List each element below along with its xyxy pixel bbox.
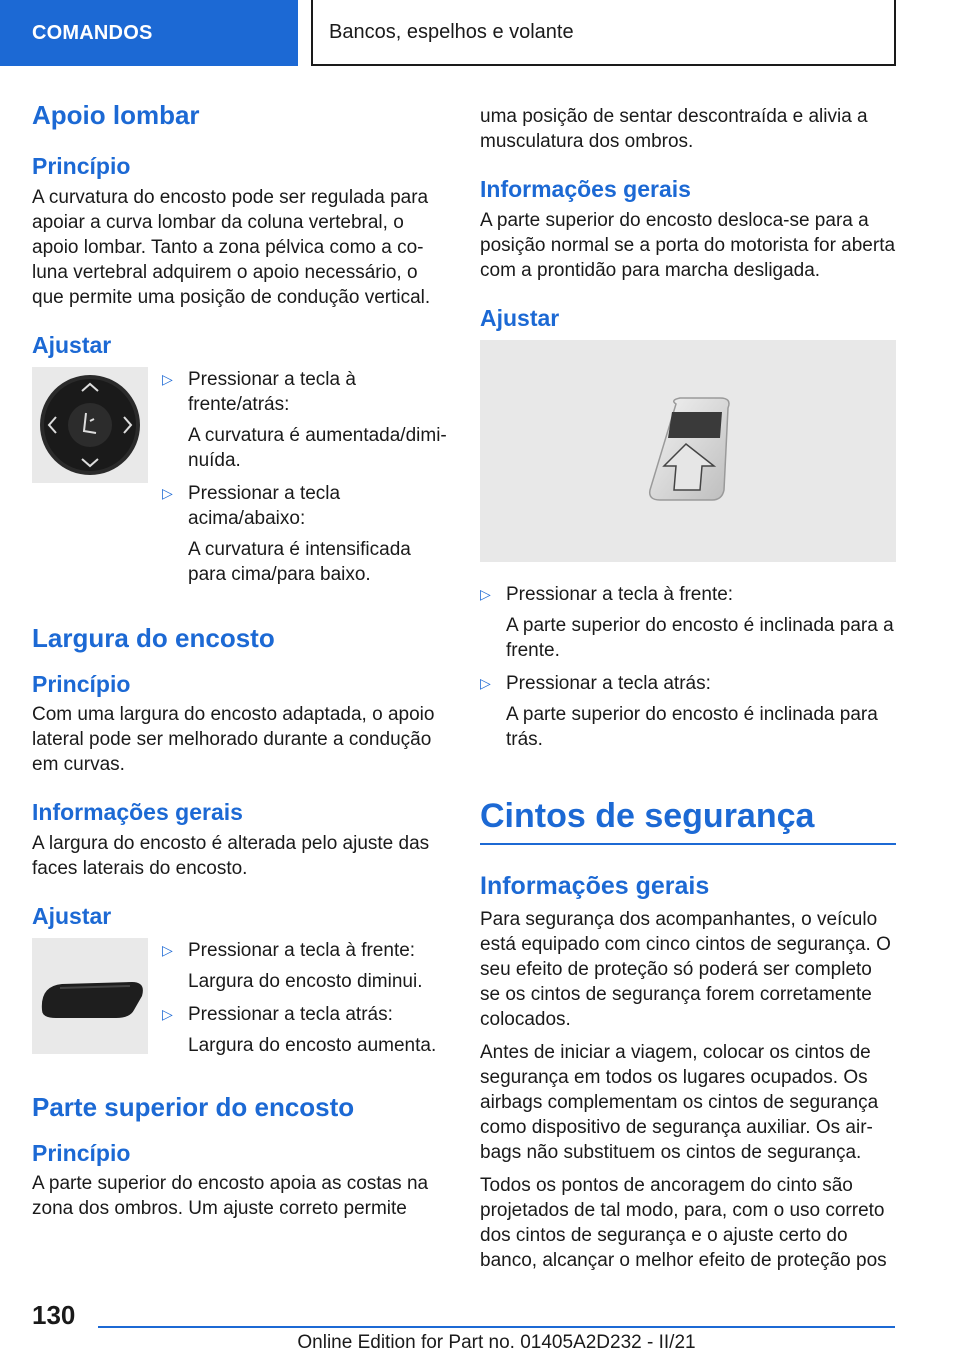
page-number: 130 xyxy=(32,1300,76,1330)
subheading-informacoes: Informações gerais xyxy=(480,871,710,900)
step-detail: Largura do encosto diminui. xyxy=(188,971,423,993)
paragraph: A largura do encosto é alterada pelo ajuste das faces laterais do encosto. xyxy=(32,832,430,879)
triangle-bullet-icon: ▷ xyxy=(162,485,173,502)
chapter-title-cintos: Cintos de segurança xyxy=(480,796,896,845)
triangle-bullet-icon: ▷ xyxy=(480,586,491,603)
subheading-informacoes: Informações gerais xyxy=(480,176,691,202)
step-detail: A parte superior do encosto é inclinada para a frente. xyxy=(506,615,894,662)
step-detail: A curvatura é aumentada/diminuída. xyxy=(188,425,447,472)
step-item: ▷ Pressionar a tecla acima/abaixo: xyxy=(162,483,341,530)
paragraph: Antes de iniciar a viagem, colocar os cintos de segurança em todos os lugares ocupados. Os airbags complementam os cintos de segurança como dispositivo de segurança auxiliar. Os airbags não substituem os cintos de segurança. xyxy=(480,1041,879,1163)
step-item: ▷ Pressionar a tecla atrás: xyxy=(480,673,711,695)
right-column xyxy=(480,104,896,1281)
section-title-parte-superior: Parte superior do encosto xyxy=(32,1092,355,1123)
page-header xyxy=(0,0,960,66)
paragraph: Para segurança dos acompanhantes, o veículo está equipado com cinco cintos de segurança. O seu efeito de proteção só poderá ser completo se os cintos de segurança forem corretamente colocados. xyxy=(480,908,891,1030)
section-title-largura: Largura do encosto xyxy=(32,623,275,654)
subheading-ajustar: Ajustar xyxy=(32,331,112,358)
upper-backrest-switch-image xyxy=(480,340,896,562)
chapter-label: Bancos, espelhos e volante xyxy=(311,0,896,66)
subheading-principio: Princípio xyxy=(32,153,131,180)
triangle-bullet-icon: ▷ xyxy=(162,942,173,959)
step-detail: A parte superior do encosto é inclinada para trás. xyxy=(506,704,878,751)
subheading-ajustar: Ajustar xyxy=(480,304,560,331)
width-switch-image xyxy=(32,938,148,1054)
subheading-informacoes: Informações gerais xyxy=(32,799,243,826)
triangle-bullet-icon: ▷ xyxy=(480,675,491,692)
paragraph: A parte superior do encosto desloca-se para a posição normal se a porta do motorista for aberta com a prontidão para marcha desligada. xyxy=(480,209,896,281)
step-detail: A curvatura é intensificada para cima/para baixo. xyxy=(188,539,411,586)
step-item: ▷ Pressionar a tecla à frente: xyxy=(162,940,416,962)
section-title-apoio-lombar: Apoio lombar xyxy=(32,100,200,130)
left-column xyxy=(32,100,448,1229)
step-item: ▷ Pressionar a tecla à frente/atrás: xyxy=(162,369,356,416)
steps-list xyxy=(162,367,448,595)
paragraph: A parte superior do encosto apoia as costas na zona dos ombros. Um ajuste correto permite xyxy=(32,1173,429,1220)
triangle-bullet-icon: ▷ xyxy=(162,1006,173,1023)
subheading-principio: Princípio xyxy=(32,670,131,697)
step-item: ▷ Pressionar a tecla atrás: xyxy=(162,1004,393,1026)
subheading-principio: Princípio xyxy=(32,1139,131,1166)
paragraph: uma posição de sentar descontraída e alivia a musculatura dos ombros. xyxy=(480,106,868,152)
subheading-ajustar: Ajustar xyxy=(32,902,112,929)
edition-text: Online Edition for Part no. 01405A2D232 - II/21 xyxy=(297,1332,696,1353)
paragraph: Todos os pontos de ancoragem do cinto são projetados de tal modo, para, com o uso correto dos cintos de segurança e o ajuste certo do banco, alcançar o melhor efeito de proteção pos xyxy=(480,1174,887,1271)
step-detail: Largura do encosto aumenta. xyxy=(188,1035,437,1057)
section-label: COMANDOS xyxy=(0,0,298,66)
triangle-bullet-icon: ▷ xyxy=(162,371,173,388)
adjust-block xyxy=(32,938,448,1066)
lumbar-switch-image xyxy=(32,367,148,483)
steps-list xyxy=(162,938,448,1066)
adjust-block xyxy=(32,367,448,595)
paragraph: A curvatura do encosto pode ser regulada para apoiar a curva lombar da coluna vertebral, o apoio lombar. Tanto a zona pélvica como a coluna vertebral adquirem o apoio necessário, o que permite uma posição de condução vertical. xyxy=(32,186,431,308)
paragraph: Com uma largura do encosto adaptada, o apoio lateral pode ser melhorado durante a condução em curvas. xyxy=(32,704,435,776)
footer-divider xyxy=(98,1326,895,1328)
steps-list xyxy=(480,582,896,752)
step-item: ▷ Pressionar a tecla à frente: xyxy=(480,584,734,606)
